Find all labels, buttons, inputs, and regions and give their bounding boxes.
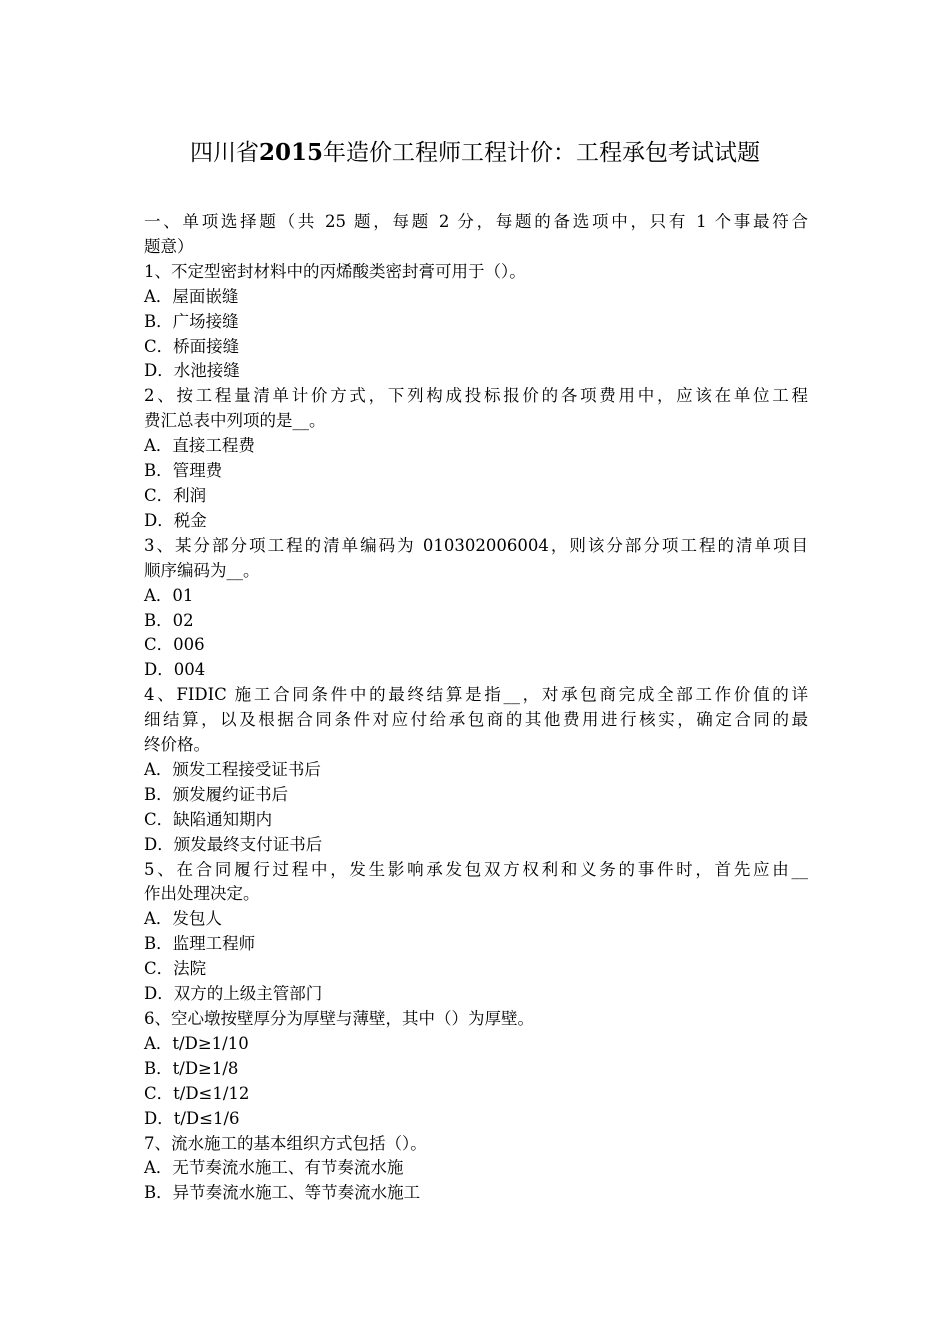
option-b: B．02 <box>144 610 194 630</box>
option-a: A．t/D≥1/10 <box>144 1033 249 1053</box>
question-text: 3、某分部分项工程的清单编码为 010302006004，则该分部分项工程的清单项目 <box>144 535 808 555</box>
document-body <box>144 210 808 1206</box>
question-text: 1、不定型密封材料中的丙烯酸类密封膏可用于（）。 <box>144 261 526 281</box>
question-text: 7、流水施工的基本组织方式包括（）。 <box>144 1133 427 1153</box>
page-title <box>0 136 950 170</box>
option-a: A．屋面嵌缝 <box>144 286 239 306</box>
question-1 <box>144 260 808 385</box>
option-d: D．t/D≤1/6 <box>144 1108 240 1128</box>
question-2 <box>144 384 808 533</box>
option-a: A．直接工程费 <box>144 436 255 456</box>
question-4 <box>144 683 808 857</box>
option-c: C．缺陷通知期内 <box>144 809 273 829</box>
question-6 <box>144 1007 808 1132</box>
title-year: 2015 <box>258 139 323 166</box>
option-c: C．利润 <box>144 485 207 505</box>
question-5 <box>144 858 808 1007</box>
option-a: A．颁发工程接受证书后 <box>144 759 321 779</box>
option-d: D．税金 <box>144 510 207 530</box>
option-d: D．004 <box>144 660 206 680</box>
option-b: B．广场接缝 <box>144 311 239 331</box>
option-d: D．水池接缝 <box>144 361 240 381</box>
option-b: B．颁发履约证书后 <box>144 784 289 804</box>
title-suffix: 年造价工程师工程计价：工程承包考试试题 <box>323 140 760 166</box>
title-prefix: 四川省 <box>189 140 259 166</box>
option-c: C．t/D≤1/12 <box>144 1083 250 1103</box>
section-heading-line: 题意） <box>144 236 194 256</box>
option-b: B．异节奏流水施工、等节奏流水施工 <box>144 1183 421 1203</box>
option-c: C．006 <box>144 635 205 655</box>
option-c: C．桥面接缝 <box>144 336 240 356</box>
question-text: 细结算，以及根据合同条件对应付给承包商的其他费用进行核实，确定合同的最 <box>144 710 808 730</box>
question-text: 4、FIDIC 施工合同条件中的最终结算是指__，对承包商完成全部工作价值的详 <box>144 685 808 705</box>
option-b: B．管理费 <box>144 461 223 481</box>
option-a: A．无节奏流水施工、有节奏流水施 <box>144 1158 404 1178</box>
question-text: 5、在合同履行过程中，发生影响承发包双方权利和义务的事件时，首先应由__ <box>144 859 808 879</box>
question-text: 终价格。 <box>144 735 210 755</box>
option-b: B．监理工程师 <box>144 934 256 954</box>
section-heading-line: 一、单项选择题（共 25 题，每题 2 分，每题的备选项中，只有 1 个事最符合 <box>144 212 808 231</box>
question-text: 2、按工程量清单计价方式，下列构成投标报价的各项费用中，应该在单位工程 <box>144 386 808 406</box>
option-d: D．颁发最终支付证书后 <box>144 834 323 854</box>
option-c: C．法院 <box>144 959 207 979</box>
section-heading <box>144 210 808 260</box>
option-d: D．双方的上级主管部门 <box>144 984 323 1004</box>
question-text: 6、空心墩按壁厚分为厚壁与薄壁，其中（）为厚壁。 <box>144 1009 534 1028</box>
question-3 <box>144 534 808 683</box>
question-text: 作出处理决定。 <box>144 884 260 904</box>
question-text: 顺序编码为__。 <box>144 560 260 580</box>
question-7 <box>144 1132 808 1207</box>
option-a: A．发包人 <box>144 909 222 929</box>
option-b: B．t/D≥1/8 <box>144 1058 239 1078</box>
option-a: A．01 <box>144 585 194 605</box>
question-text: 费汇总表中列项的是__。 <box>144 411 326 431</box>
